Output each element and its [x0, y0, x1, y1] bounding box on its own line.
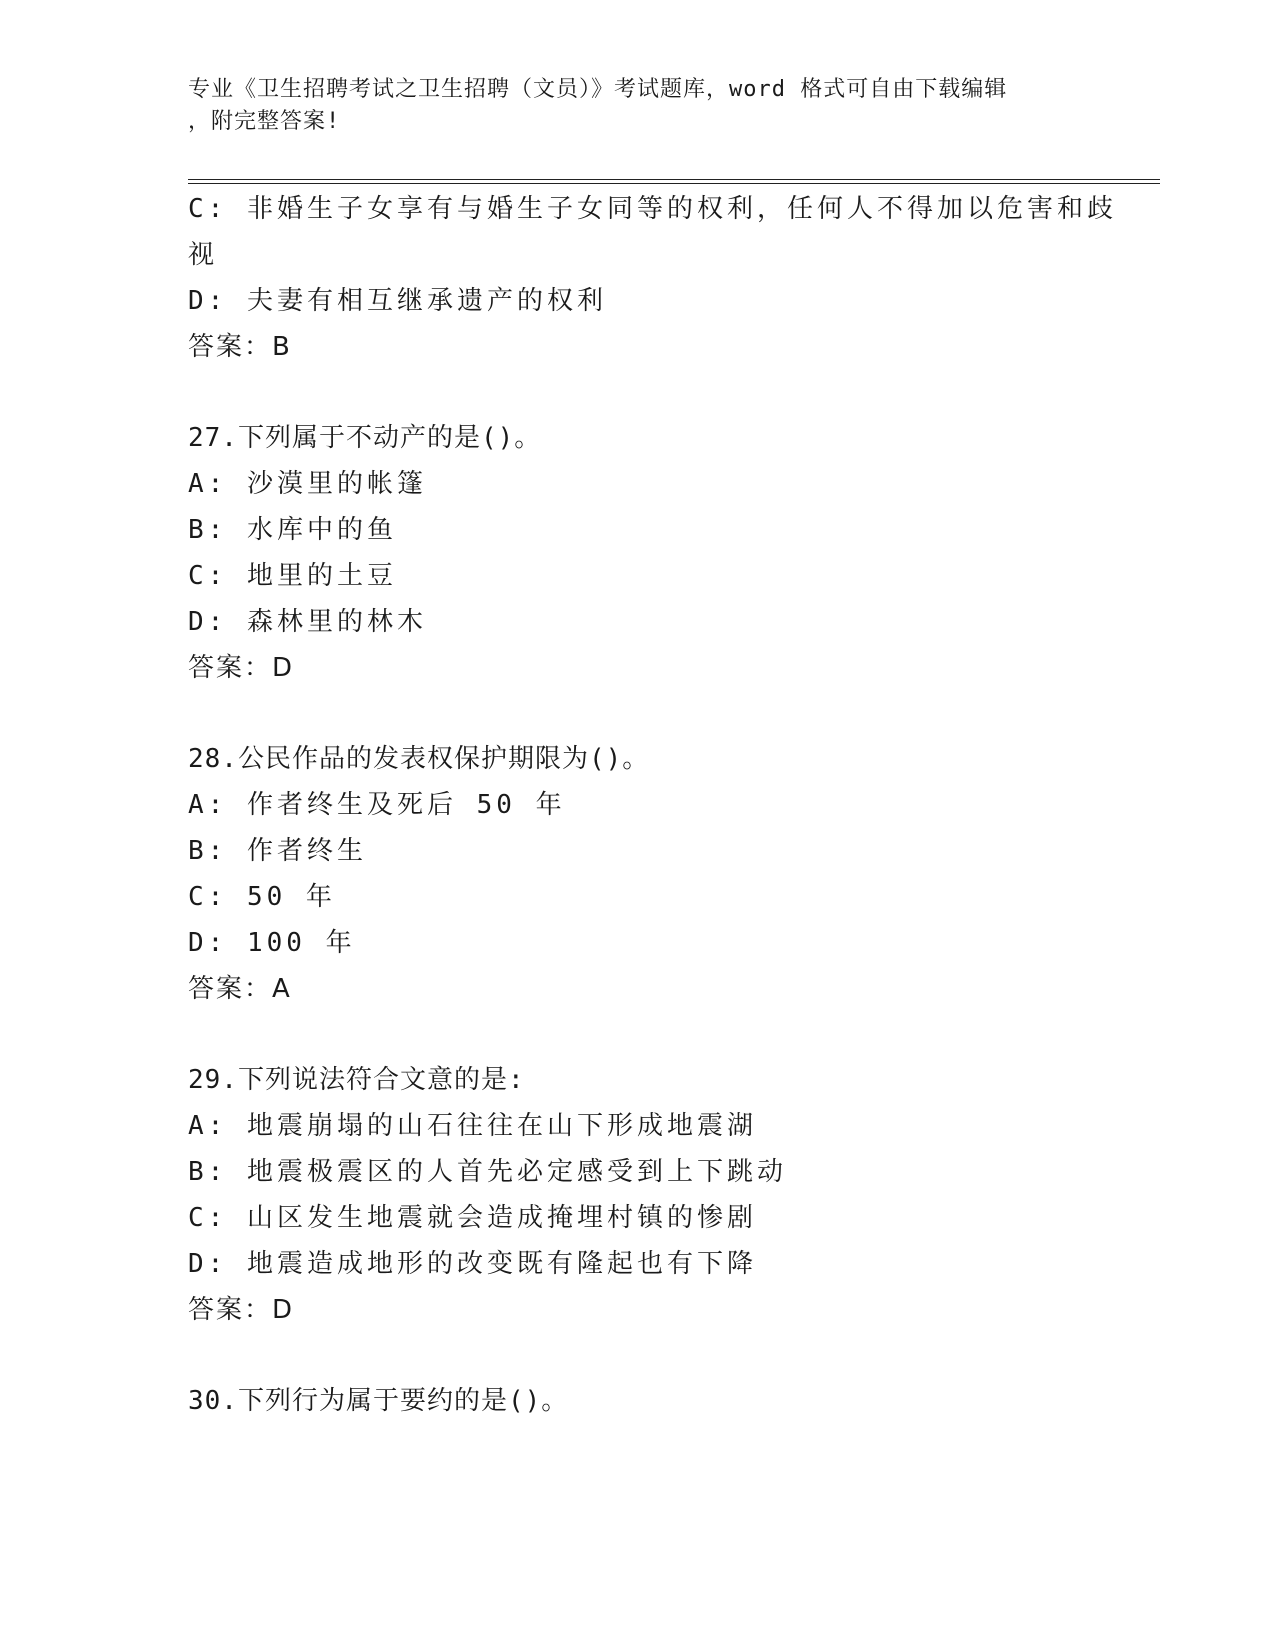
question-stem: 30.下列行为属于要约的是()。 [188, 1386, 569, 1416]
header-rule-bottom [188, 183, 1160, 184]
option-d: D: 森林里的林木 [188, 607, 427, 637]
answer-line: 答案：D [188, 1295, 295, 1325]
option-b: B: 地震极震区的人首先必定感受到上下跳动 [188, 1157, 787, 1187]
header-rule-top [188, 179, 1160, 180]
option-a: A: 沙漠里的帐篷 [188, 469, 427, 499]
option-c: C: 50 年 [188, 882, 336, 912]
header-line-2: ，附完整答案! [188, 109, 341, 134]
option-c: C: 山区发生地震就会造成掩埋村镇的惨剧 [188, 1203, 757, 1233]
option-d: D: 100 年 [188, 928, 356, 958]
question-28 [188, 736, 1088, 1012]
option-a: A: 作者终生及死后 50 年 [188, 790, 566, 820]
answer-line: 答案：B [188, 332, 292, 362]
option-d: D: 地震造成地形的改变既有隆起也有下降 [188, 1249, 757, 1279]
document-header [188, 74, 1068, 138]
option-c: C: 地里的土豆 [188, 561, 397, 591]
option-b: B: 水库中的鱼 [188, 515, 397, 545]
option-a: A: 地震崩塌的山石往往在山下形成地震湖 [188, 1111, 757, 1141]
question-stem: 29.下列说法符合文意的是: [188, 1065, 525, 1095]
option-c-continued: 视 [188, 240, 219, 270]
question-30 [188, 1378, 1088, 1424]
option-c: C: 非婚生子女享有与婚生子女同等的权利，任何人不得加以危害和歧 [188, 194, 1117, 224]
question-stem: 27.下列属于不动产的是()。 [188, 423, 542, 453]
question-27 [188, 415, 1088, 691]
answer-line: 答案：D [188, 653, 295, 683]
header-line-1: 专业《卫生招聘考试之卫生招聘（文员）》考试题库，word 格式可自由下载编辑 [188, 77, 1008, 102]
question-list [188, 186, 1117, 1424]
question-stem: 28.公民作品的发表权保护期限为()。 [188, 744, 650, 774]
option-d: D: 夫妻有相互继承遗产的权利 [188, 286, 607, 316]
prev-question [188, 186, 1117, 370]
answer-line: 答案：A [188, 974, 292, 1004]
question-29 [188, 1057, 1088, 1333]
option-b: B: 作者终生 [188, 836, 367, 866]
